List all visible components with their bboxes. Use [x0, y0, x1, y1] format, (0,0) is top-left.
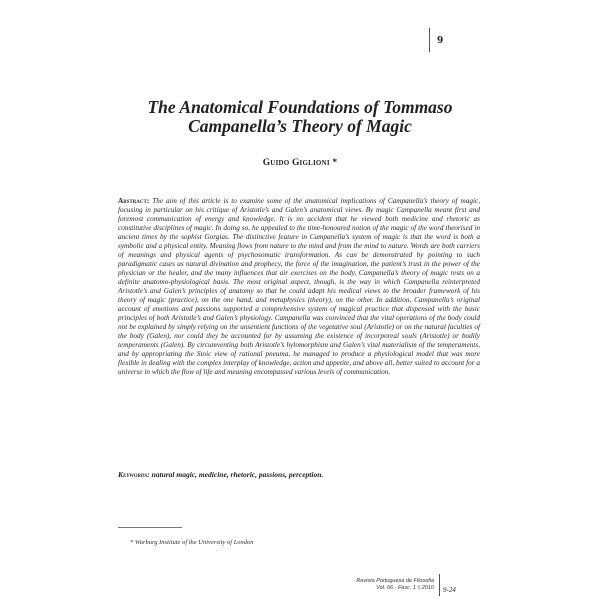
author: [0, 158, 600, 168]
keywords-label: Keywords:: [118, 470, 150, 479]
title-line-1: The Anatomical Foundations of Tommaso: [147, 97, 453, 117]
footnote-divider: [118, 527, 182, 528]
journal-name: Revista Portuguesa de Filosofia: [356, 578, 434, 584]
abstract-label: Abstract:: [118, 197, 150, 205]
abstract-text: The aim of this article is to examine some of the anatomical implications of Campanella’s theory of magic, focusing in particular on his critique of Aristotle’s and Galen’s anatomical views. By magic Campanella meant first and foremost communication of energy and knowledge. It is no accident that he viewed both medicine and rhetoric as constitutive disciplines of magic. In doing so, he appealed to the time-honoured notion of the magic of the word theorised in ancient times by the sophist Gorgias. The distinctive feature in Campanella’s system of magic is that the word is both a symbolic and a physical entity. Meaning flows from nature to the mind and from the mind to nature. Words are both carriers of meanings and physical agents of psychosomatic transformation. As can be demonstrated by pointing to such paradigmatic cases as natural divination and prophecy, the force of the imagination, the patient’s trust in the power of the physician or the healer, and the many influences that air exercises on the body, Campanella’s theory of magic rests on a definite anatomo-physiological basis. The most original aspect, though, is the way in which Campanella reinterpreted Aristotle’s and Galen’s principles of anatomy so that he could adapt his medical views to the broader framework of his theory of magic (practice), on the one hand, and metaphysics (theory), on the other. In addition, Campanella’s original account of emotions and passions supported a comprehensive system of magical practice that dispensed with the basic principles of both Aristotle’s and Galen’s physiology. Campanella was convinced that the vital operations of the body could not be explained by simply relying on the unsentient functions of the vegetative soul (Aristotle) or on the natural faculties of the body (Galen), nor could they be accounted for by assuming the existence of incorporeal souls (Aristotle) or bodily temperaments (Galen). By circumventing both Aristotle’s hylomorphism and Galen’s vital materialism of the temperaments, and by appropriating the Stoic view of rational pneuma, he managed to produce a physiological model that was more flexible in dealing with the complex interplay of knowledge, action and appetite, and above all, better suited to account for a universe in which the flow of life and meaning encompassed various levels of communication.: [118, 197, 481, 376]
author-name: Guido Giglioni *: [262, 158, 338, 168]
bottom-vertical-rule: [439, 574, 440, 596]
page-number: 9: [437, 36, 444, 46]
page-range: 9-24: [443, 586, 456, 594]
footnote: * Warburg Institute of the University of London: [130, 539, 254, 546]
keywords: [118, 470, 480, 479]
article-title: [0, 98, 600, 136]
abstract: [118, 197, 480, 377]
title-line-2: Campanella’s Theory of Magic: [188, 116, 412, 136]
journal-volume: Vol. 66 · Fasc. 1 ◊ 2010: [376, 585, 434, 591]
journal-info: [356, 578, 434, 592]
top-vertical-rule: [429, 28, 430, 52]
keywords-text: natural magic, medicine, rhetoric, passions, perception.: [151, 470, 324, 479]
